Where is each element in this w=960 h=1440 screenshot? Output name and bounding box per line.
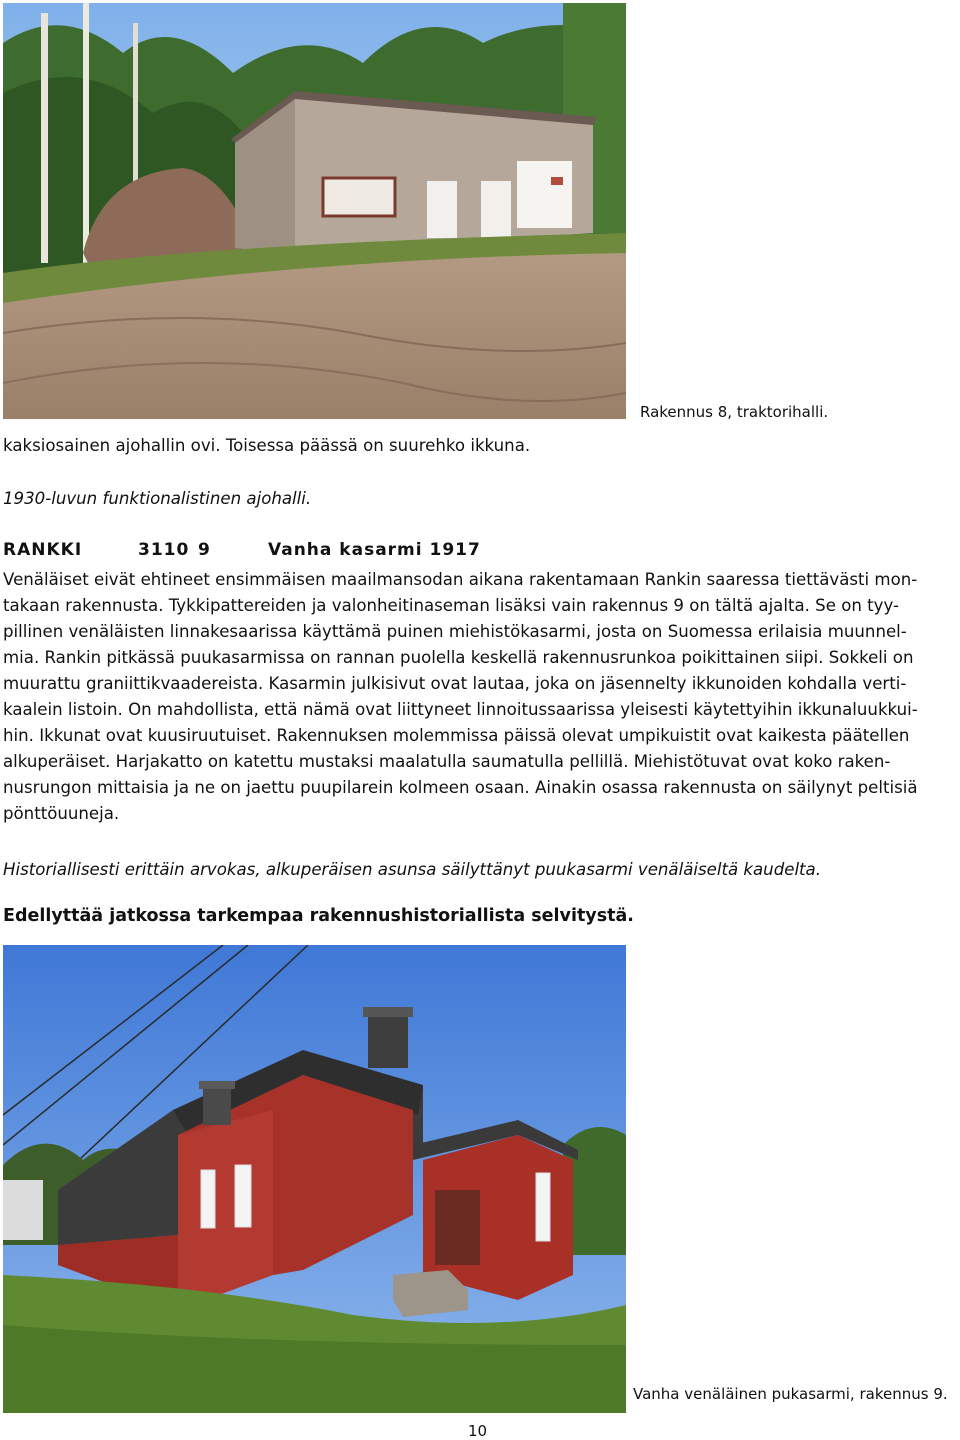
intro-line-vehicle-door: kaksiosainen ajohallin ovi. Toisessa päässä on suurehko ikkuna. bbox=[3, 436, 531, 455]
body-line: nusrungon mittaisia ja ne on jaettu puupilarein kolmeen osaan. Ainakin osassa rakennusta on säilynyt peltisiä bbox=[3, 778, 918, 797]
body-line: takaan rakennusta. Tykkipattereiden ja valonheitinaseman lisäksi vain rakennus 9 on tältä ajalta. Se on tyy- bbox=[3, 596, 899, 615]
body-line: pönttöuuneja. bbox=[3, 804, 120, 823]
body-line: muurattu graniittikvaadereista. Kasarmin julkisivut ovat lautaa, joka on jäsennelty ikkunoiden kohdalla verti- bbox=[3, 674, 907, 693]
photo-caption-red-barracks: Vanha venäläinen pukasarmi, rakennus 9. bbox=[633, 1385, 948, 1403]
photo-caption-tractor-hall: Rakennus 8, traktorihalli. bbox=[640, 403, 829, 421]
body-line: alkuperäiset. Harjakatto on katettu mustaksi maalatulla saumatulla pellillä. Miehistötuvat ovat koko raken- bbox=[3, 752, 891, 771]
body-line: hin. Ikkunat ovat kuusiruutuiset. Rakennuksen molemmissa päissä olevat umpikuistit ovat kaikesta päätellen bbox=[3, 726, 910, 745]
recommendation-text: Edellyttää jatkossa tarkempaa rakennushistoriallista selvitystä. bbox=[3, 906, 634, 926]
body-line: pillinen venäläisten linnakesaarissa käyttämä puinen miehistökasarmi, josta on Suomessa erilaisia muunnel- bbox=[3, 622, 907, 641]
photo-tractor-hall bbox=[3, 3, 626, 419]
photo-red-barracks bbox=[3, 945, 626, 1413]
red-barracks-illustration bbox=[3, 945, 626, 1413]
heading-building: 9 bbox=[198, 540, 211, 560]
page-number: 10 bbox=[468, 1422, 488, 1440]
heading-number: 3110 bbox=[138, 540, 190, 560]
assessment-text: Historiallisesti erittäin arvokas, alkuperäisen asunsa säilyttänyt puukasarmi venäläiseltä kaudelta. bbox=[3, 860, 822, 879]
entry-heading bbox=[3, 540, 481, 560]
body-line: Venäläiset eivät ehtineet ensimmäisen maailmansodan aikana rakentamaan Rankin saaressa tiettävästi mon- bbox=[3, 570, 918, 589]
heading-place: RANKKI bbox=[3, 540, 83, 560]
tractor-hall-illustration bbox=[3, 3, 626, 419]
body-line: kaalein listoin. On mahdollista, että nämä ovat liittyneet linnoitussaarissa yleisesti käytettyihin ikkunaluukkui- bbox=[3, 700, 918, 719]
intro-line-functionalist-hall: 1930-luvun funktionalistinen ajohalli. bbox=[3, 489, 312, 508]
entry-body bbox=[3, 567, 918, 827]
heading-title: Vanha kasarmi 1917 bbox=[268, 540, 481, 560]
body-line: mia. Rankin pitkässä puukasarmissa on rannan puolella keskellä rakennusrunkoa poikittainen siipi. Sokkeli on bbox=[3, 648, 914, 667]
